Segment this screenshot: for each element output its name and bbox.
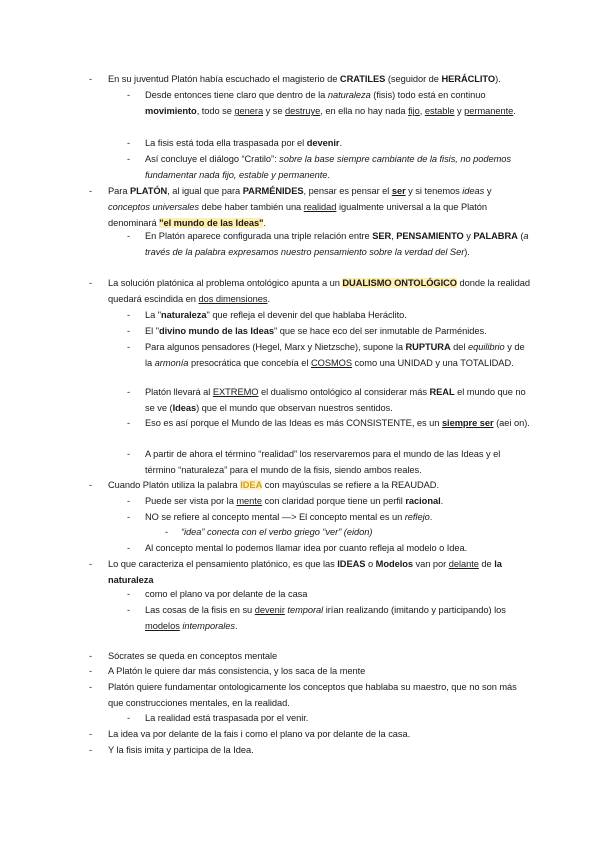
item-text: La idea va por delante de la fais i como el plano va por delante de la casa. [108, 729, 411, 739]
bullet-dash: - [127, 310, 131, 320]
bullet-dash: - [165, 527, 169, 537]
item-text: La realidad está traspasada por el venir. [145, 713, 309, 723]
list-item [127, 586, 533, 602]
bullet-dash: - [89, 666, 93, 676]
bullet-dash: - [89, 74, 93, 84]
item-text: Sócrates se queda en conceptos mentale [108, 651, 278, 661]
item-text: Y la fisis imita y participa de la Idea. [108, 745, 254, 755]
list-item [127, 135, 533, 151]
item-text: “idea” conecta con el verbo griego “ver” (eidon) [181, 527, 373, 537]
item-text: En Platón aparece configurada una triple relación entre SER, PENSAMIENTO y PALABRA (a través de la palabra expresamos nuestro pensamiento sobre la verdad del Ser). [145, 231, 529, 258]
bullet-dash: - [127, 342, 131, 352]
list-item [127, 540, 533, 556]
bullet-dash: - [127, 589, 131, 599]
list-item [89, 648, 533, 664]
bullet-dash: - [127, 326, 131, 336]
bullet-dash: - [127, 231, 131, 241]
item-text: El "divino mundo de las Ideas" que se hace eco del ser inmutable de Parménides. [145, 326, 487, 336]
list-item [127, 228, 533, 260]
list-item [165, 524, 531, 540]
list-item [127, 493, 533, 509]
bullet-dash: - [89, 480, 93, 490]
bullet-dash: - [89, 745, 93, 755]
list-item [127, 446, 533, 478]
bullet-dash: - [127, 449, 131, 459]
bullet-dash: - [127, 543, 131, 553]
bullet-dash: - [127, 496, 131, 506]
list-item [127, 602, 533, 634]
item-text: Así concluye el diálogo “Cratilo”: sobre la base siempre cambiante de la fisis, no podemos fundamentar nada fijo, estable y permanente. [145, 154, 512, 181]
item-text: como el plano va por delante de la casa [145, 589, 308, 599]
item-text: La fisis está toda ella traspasada por el devenir. [145, 138, 343, 148]
list-item [127, 307, 533, 323]
item-text: NO se refiere al concepto mental —> El concepto mental es un reflejo. [145, 512, 433, 522]
bullet-dash: - [89, 278, 93, 288]
item-text: A partir de ahora el término “realidad” los reservaremos para el mundo de las Ideas y el término “naturaleza” para el mundo de la fisis, siendo ambos reales. [145, 449, 501, 476]
list-item [89, 556, 533, 588]
item-text: Lo que caracteriza el pensamiento platónico, es que las IDEAS o Modelos van por delante de la naturaleza [108, 559, 502, 586]
list-item [127, 87, 533, 119]
item-text: Para PLATÓN, al igual que para PARMÉNIDES, pensar es pensar el ser y si tenemos ideas y conceptos universales debe haber también una realidad igualmente universal a la que Platón denominará "el mundo de las Ideas". [108, 186, 492, 229]
list-item [89, 275, 533, 307]
item-text: Desde entonces tiene claro que dentro de la naturaleza (fisis) todo está en continuo movimiento, todo se genera y se destruye, en ella no hay nada fijo, estable y permanente. [145, 90, 516, 117]
list-item [89, 679, 533, 711]
list-item [89, 183, 533, 232]
item-text: Las cosas de la fisis en su devenir temporal irían realizando (imitando y participando) los modelos intemporales. [145, 605, 506, 632]
item-text: Para algunos pensadores (Hegel, Marx y Nietzsche), supone la RUPTURA del equilibrio y de la armonía presocrática que concebía el COSMOS como una UNIDAD y una TOTALIDAD. [145, 342, 525, 369]
list-item [127, 384, 533, 416]
list-item [127, 415, 533, 431]
item-text: La "naturaleza" que refleja el devenir del que hablaba Heráclito. [145, 310, 407, 320]
bullet-dash: - [127, 605, 131, 615]
item-text: En su juventud Platón había escuchado el magisterio de CRATILES (seguidor de HERÁCLITO). [108, 74, 501, 84]
list-item [89, 477, 533, 493]
bullet-dash: - [127, 90, 131, 100]
bullet-dash: - [127, 418, 131, 428]
bullet-dash: - [127, 387, 131, 397]
list-item [89, 726, 533, 742]
bullet-dash: - [89, 729, 93, 739]
item-text: La solución platónica al problema ontológico apunta a un DUALISMO ONTOLÓGICO donde la realidad quedará escindida en dos dimensiones. [108, 278, 530, 305]
list-item [89, 663, 533, 679]
list-item [127, 339, 533, 371]
bullet-dash: - [89, 651, 93, 661]
bullet-dash: - [89, 186, 93, 196]
item-text: Platón quiere fundamentar ontologicamente los conceptos que hablaba su maestro, que no son más que construcciones mentales, en la realidad. [108, 682, 517, 709]
bullet-dash: - [127, 713, 131, 723]
bullet-dash: - [127, 154, 131, 164]
bullet-dash: - [127, 512, 131, 522]
item-text: A Platón le quiere dar más consistencia, y los saca de la mente [108, 666, 366, 676]
list-item [89, 742, 533, 758]
list-item [89, 71, 533, 87]
bullet-dash: - [89, 559, 93, 569]
bullet-dash: - [89, 682, 93, 692]
item-text: Eso es así porque el Mundo de las Ideas es más CONSISTENTE, es un siempre ser (aei on). [145, 418, 530, 428]
list-item [127, 710, 533, 726]
item-text: Al concepto mental lo podemos llamar idea por cuanto refleja al modelo o Idea. [145, 543, 468, 553]
item-text: Cuando Platón utiliza la palabra IDEA con mayúsculas se refiere a la REAUDAD. [108, 480, 440, 490]
item-text: Platón llevará al EXTREMO el dualismo ontológico al considerar más REAL el mundo que no se ve (Ideas) que el mundo que observan nuestros sentidos. [145, 387, 526, 414]
list-item [127, 151, 533, 183]
list-item [127, 323, 533, 339]
item-text: Puede ser vista por la mente con claridad porque tiene un perfil racional. [145, 496, 444, 506]
list-item [127, 509, 533, 525]
bullet-dash: - [127, 138, 131, 148]
